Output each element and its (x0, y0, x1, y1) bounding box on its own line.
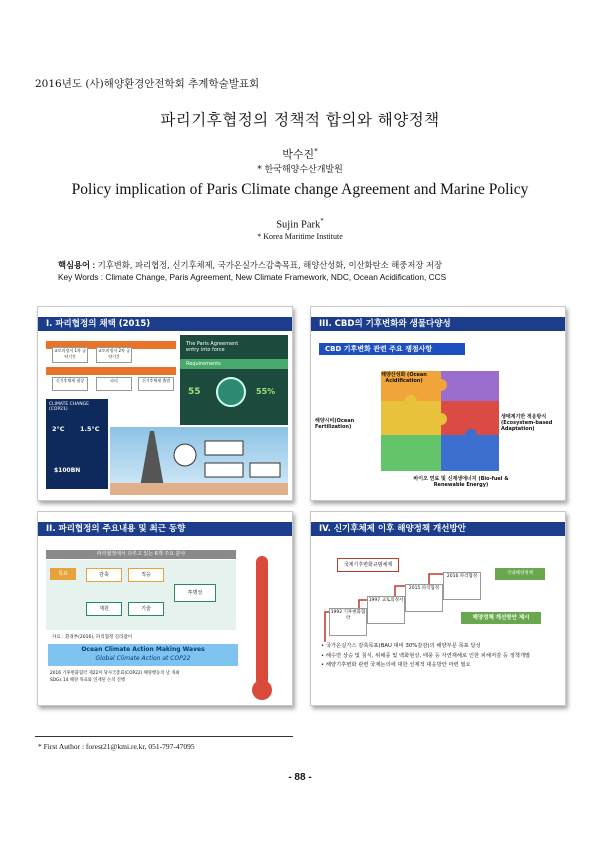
six-areas-band: 파리협정에서 다루고 있는 6개 주요 분야 (46, 550, 236, 559)
eiffel-scene-image (110, 427, 288, 495)
cc-label: CLIMATE CHANGE (COP21) (49, 402, 89, 412)
footnote: * First Author : forest21@kmi.re.kr, 051-797-47095 (38, 742, 195, 751)
slide-marine-policy (310, 511, 566, 706)
area-finance: 재원 (86, 602, 122, 616)
footnote-divider (35, 736, 293, 737)
piece-label-fertilization: 해양시비(Ocean Fertilization) (315, 418, 355, 430)
timeline-box: 신기후체제 협상 (52, 377, 88, 391)
author-english (0, 217, 600, 231)
keywords-korean-label: 핵심용어 : (58, 260, 96, 270)
slide-title-bar (38, 522, 292, 536)
eiffel-tower-icon (110, 427, 288, 495)
flow-title-box: 국제기후변화규범체제 (337, 558, 399, 572)
page-number: - 88 - (288, 772, 312, 783)
ocean-subtitle: Global Climate Action at COP22 (95, 655, 191, 662)
temp-2: 1.5°C (80, 425, 100, 433)
author-mark: * (314, 147, 318, 156)
slide-paris-contents (37, 511, 293, 706)
thermometer-graphic (256, 556, 268, 686)
area-mitigation: 감축 (86, 568, 122, 582)
affiliation-english: * Korea Maritime Institute (257, 232, 343, 241)
panel-title: The Paris Agreement entry into force (186, 341, 239, 353)
author-korean (0, 146, 600, 162)
note-item: SDGs 14 해양 목표와 연계된 논의 진행 (50, 678, 126, 683)
ocean-action-banner (48, 644, 238, 666)
thermometer-bulb (252, 680, 272, 700)
slide-cbd (310, 306, 566, 501)
title-korean: 파리기후협정의 정책적 합의와 해양정책 (160, 111, 440, 129)
paris-agreement-panel (180, 335, 288, 425)
piece-label-acidification: 해양산성화 (Ocean Acidification) (381, 372, 427, 384)
six-areas-diagram (46, 560, 236, 630)
keywords-korean (58, 259, 442, 271)
slide-title: IV. 신기후체제 이후 해양정책 개선방안 (311, 522, 474, 536)
flow-step: 2015 파리협정 (405, 584, 443, 612)
timeline-box: 신기후체제 출범 (138, 377, 174, 391)
affiliation-korean: * 한국해양수산개발원 (257, 165, 343, 175)
temp-1: 2°C (52, 425, 65, 433)
cbd-subtitle: CBD 기후변화 관련 주요 쟁점사항 (319, 343, 465, 355)
timeline-box: 교토의정서 1차 공약기간 (52, 347, 88, 363)
timeline-box: 교토의정서 2차 공약기간 (96, 347, 132, 363)
keywords-english-text: Climate Change, Paris Agreement, New Climate Framework, NDC, Ocean Acidification, CCS (105, 272, 447, 282)
slide-title: II. 파리협정의 주요내용 및 최근 동향 (38, 522, 193, 536)
panel-stat-1: 55 (188, 387, 201, 397)
globe-icon (216, 377, 246, 407)
slide-title-bar (38, 317, 292, 331)
bullet-text: 해양기후변화 관련 국제논의에 대한 선제적 대응방안 마련 필요 (325, 662, 471, 668)
timeline-bar-2 (46, 367, 176, 375)
piece-label-biofuel: 바이오 연료 및 신재생에너지 (Bio-fuel & Renewable Energy) (413, 476, 509, 488)
author-mark-en: * (320, 217, 324, 225)
keywords-korean-text: 기후변화, 파리협정, 신기후체제, 국가온실가스감축목표, 해양산성화, 이산화탄소 해중저장 저장 (97, 260, 443, 270)
slide-title-bar (311, 522, 565, 536)
timeline-box: 파리 (96, 377, 132, 391)
flow-step: 국내해양정책 (495, 568, 545, 580)
slide-title-bar (311, 317, 565, 331)
money: $100BN (54, 467, 81, 474)
bullet-text: 국가온실가스 감축목표(BAU 대비 30%감감)의 해양부문 목표 달성 (325, 643, 481, 649)
area-goal: 목표 (50, 568, 76, 580)
bullet-item: • 국가온실가스 감축목표(BAU 대비 30%감감)의 해양부문 목표 달성 (321, 643, 481, 649)
ocean-title: Ocean Climate Action Making Waves (81, 646, 205, 653)
slide-title: III. CBD의 기후변화와 생물다양성 (311, 317, 459, 331)
note-item: 2016 기후변화협약 제22차 당사국총회(COP22) 해양행동의 날 개최 (50, 671, 180, 676)
keywords-english (58, 272, 446, 282)
bullet-item: • 해양기후변화 관련 국제논의에 대한 선제적 대응방안 마련 필요 (321, 662, 471, 668)
panel-stat-2: 55% (256, 387, 276, 396)
title-english: Policy implication of Paris Climate change Agreement and Marine Policy (71, 181, 529, 198)
ocean-notes (50, 670, 250, 684)
slide-paris-adoption (37, 306, 293, 501)
result-box: 해양정책 개선방안 제시 (461, 612, 541, 624)
source-note: 자료 : 환경부(2016), 파리협정 길라잡이 (52, 635, 133, 640)
piece-label-ecosystem: 생태계기반 적응방식 (Ecosystem-based Adaptation) (501, 414, 553, 432)
bullet-text: 해수면 상승 및 침식, 위해종 및 백화현상, 태풍 등 자연재해로 인한 피해저감 등 정책개발 (325, 652, 531, 659)
keywords-english-label: Key Words : (58, 272, 104, 282)
conference-header: 2016년도 (사)해양환경안전학회 추계학술발표회 (35, 78, 260, 90)
area-technology: 기술 (128, 602, 164, 616)
slide-title: I. 파리협정의 채택 (2015) (38, 317, 158, 331)
climate-change-panel (46, 399, 108, 489)
area-adaptation: 적응 (128, 568, 164, 582)
flow-step: 2016 파리협정 (443, 572, 481, 600)
bullet-item: • 해수면 상승 및 침식, 위해종 및 백화현상, 태풍 등 자연재해로 인한 피해저감 등 정책개발 (321, 652, 531, 659)
area-transparency: 투명성 (174, 584, 216, 602)
flow-step: 1992 기후변화협약 (329, 608, 367, 636)
policy-bullets (321, 642, 561, 671)
author-name-en: Sujin Park (276, 219, 321, 231)
panel-requirements: Requirements (186, 361, 221, 367)
author-name: 박수진 (282, 148, 315, 161)
flow-step: 1997 교토의정서 (367, 596, 405, 624)
